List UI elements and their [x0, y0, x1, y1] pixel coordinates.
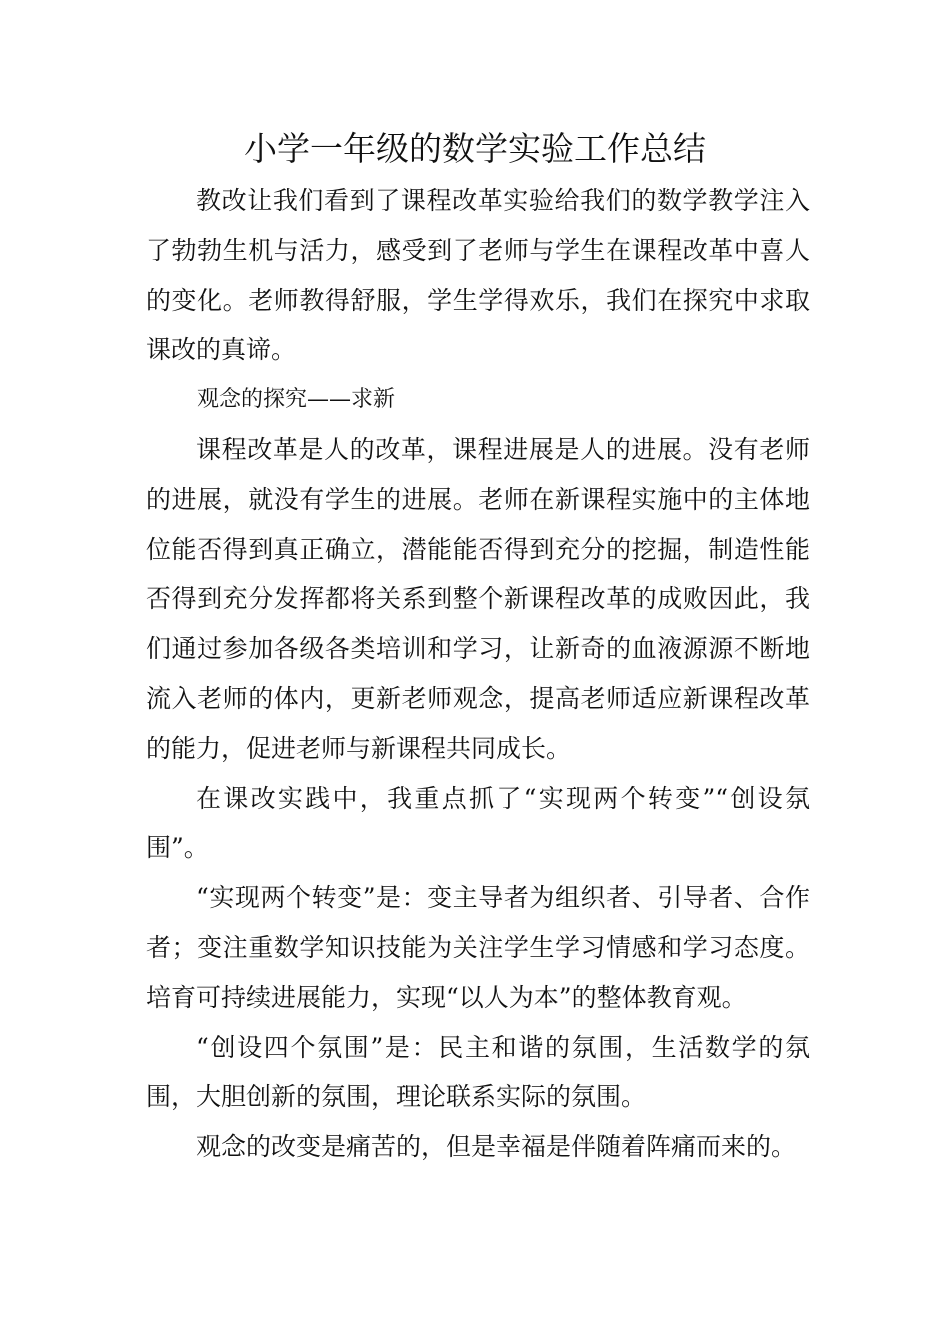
paragraph-two-changes: “实现两个转变”是：变主导者为组织者、引导者、合作者；变注重数学知识技能为关注学生学习情感和学习态度。培育可持续进展能力，实现“以人为本”的整体教育观。 — [146, 883, 810, 1012]
paragraph-conclusion: 观念的改变是痛苦的，但是幸福是伴随着阵痛而来的。 — [196, 1132, 797, 1162]
section-heading: 观念的探究——求新 — [197, 387, 396, 413]
paragraph-reform: 课程改革是人的改革，课程进展是人的进展。没有老师的进展，就没有学生的进展。老师在新课程实施中的主体地位能否得到真正确立，潜能能否得到充分的挖掘，制造性能否得到充分发挥都将关系到整个新课程改革的成败因此，我们通过参加各级各类培训和学习，让新奇的血液源源不断地流入老师的体内，更新老师观念，提高老师适应新课程改革的能力，促进老师与新课程共同成长。 — [146, 434, 810, 763]
paragraph-four-atmospheres: “创设四个氛围”是：民主和谐的氛围，生活数学的氛围，大胆创新的氛围，理论联系实际的氛围。 — [146, 1032, 810, 1112]
paragraph-intro: 教改让我们看到了课程改革实验给我们的数学教学注入了勃勃生机与活力，感受到了老师与学生在课程改革中喜人的变化。老师教得舒服，学生学得欢乐，我们在探究中求取课改的真谛。 — [146, 186, 810, 365]
document-title: 小学一年级的数学实验工作总结 — [244, 129, 706, 168]
document-body — [146, 176, 810, 1172]
paragraph-practice: 在课改实践中，我重点抓了“实现两个转变”“创设氛围”。 — [146, 783, 810, 863]
